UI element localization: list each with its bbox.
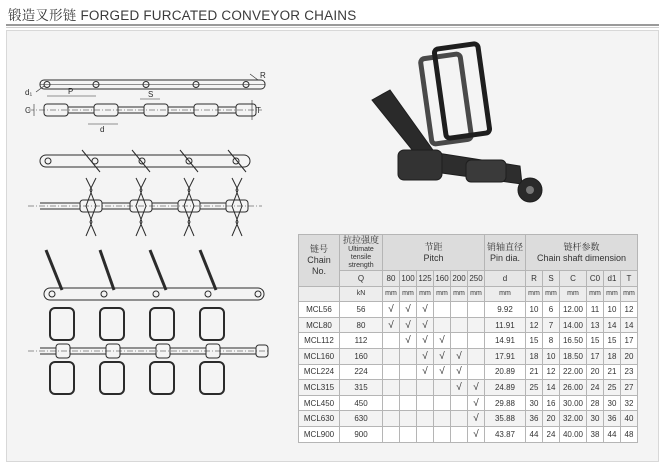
- cell-shaft-dim: 24: [587, 380, 604, 396]
- cell-shaft-dim: 26.00: [560, 380, 587, 396]
- check-icon: √: [451, 348, 468, 364]
- cell-shaft-dim: 30.00: [560, 395, 587, 411]
- page-title: 锻造叉形链 FORGED FURCATED CONVEYOR CHAINS: [8, 8, 357, 23]
- table-row: [299, 333, 638, 349]
- cell-shaft-dim: 23: [621, 364, 638, 380]
- cell-pitch-empty: [400, 411, 417, 427]
- unit-shaft: mm: [621, 286, 638, 302]
- cell-shaft-dim: 30: [604, 395, 621, 411]
- specification-table: [298, 234, 638, 443]
- cell-shaft-dim: 14: [604, 317, 621, 333]
- check-icon: √: [468, 411, 485, 427]
- cell-pitch-empty: [417, 426, 434, 442]
- unit-shaft: mm: [560, 286, 587, 302]
- check-icon: √: [383, 317, 400, 333]
- cell-shaft-dim: 10: [604, 302, 621, 318]
- cell-pin-dia: 11.91: [485, 317, 526, 333]
- cell-pin-dia: 43.87: [485, 426, 526, 442]
- label-d1: d₁: [25, 88, 33, 97]
- cell-shaft-dim: 25: [526, 380, 543, 396]
- label-c: C: [25, 106, 31, 115]
- header-strength: 抗拉强度 Ultimate tensile strength: [340, 235, 383, 271]
- check-icon: √: [417, 302, 434, 318]
- cell-shaft-dim: 36: [526, 411, 543, 427]
- cell-shaft-dim: 30: [587, 411, 604, 427]
- cell-shaft-dim: 18: [604, 348, 621, 364]
- cell-shaft-dim: 24: [543, 426, 560, 442]
- check-icon: √: [400, 333, 417, 349]
- cell-pitch-empty: [451, 302, 468, 318]
- check-icon: √: [468, 380, 485, 396]
- furcated-chain-drawing-b: [28, 250, 268, 394]
- cell-chain-no: MCL224: [299, 364, 340, 380]
- cell-shaft-dim: 36: [604, 411, 621, 427]
- cell-pitch-empty: [451, 411, 468, 427]
- header-shaft-col: S: [543, 271, 560, 287]
- label-r: R: [260, 71, 266, 80]
- cell-shaft-dim: 12: [543, 364, 560, 380]
- table-row: [299, 395, 638, 411]
- unit-cell: [299, 286, 340, 302]
- cell-shaft-dim: 10: [543, 348, 560, 364]
- cell-pitch-empty: [383, 395, 400, 411]
- unit-pitch: mm: [468, 286, 485, 302]
- cell-shaft-dim: 7: [543, 317, 560, 333]
- cell-pitch-empty: [434, 411, 451, 427]
- check-icon: √: [400, 302, 417, 318]
- cell-chain-no: MCL900: [299, 426, 340, 442]
- cell-pitch-empty: [468, 333, 485, 349]
- label-s: S: [148, 90, 154, 99]
- furcated-chain-drawing-a: [28, 150, 262, 236]
- cell-chain-no: MCL112: [299, 333, 340, 349]
- header-pitch-value: 125: [417, 271, 434, 287]
- cell-shaft-dim: 15: [526, 333, 543, 349]
- cell-shaft-dim: 12: [621, 302, 638, 318]
- cell-shaft-dim: 10: [526, 302, 543, 318]
- cell-shaft-dim: 12: [526, 317, 543, 333]
- cell-pin-dia: 35.88: [485, 411, 526, 427]
- cell-pitch-empty: [417, 395, 434, 411]
- cell-pitch-empty: [383, 426, 400, 442]
- unit-pitch: mm: [400, 286, 417, 302]
- cell-strength: 630: [340, 411, 383, 427]
- cell-shaft-dim: 20: [621, 348, 638, 364]
- cell-shaft-dim: 32.00: [560, 411, 587, 427]
- cell-pitch-empty: [451, 333, 468, 349]
- cell-shaft-dim: 14: [543, 380, 560, 396]
- check-icon: √: [451, 364, 468, 380]
- cell-shaft-dim: 40: [621, 411, 638, 427]
- check-icon: √: [417, 348, 434, 364]
- unit-pitch: mm: [451, 286, 468, 302]
- header-pitch-value: 80: [383, 271, 400, 287]
- header-shaft-col: C0: [587, 271, 604, 287]
- cell-pitch-empty: [434, 426, 451, 442]
- check-icon: √: [383, 302, 400, 318]
- cell-chain-no: MCL160: [299, 348, 340, 364]
- cell-chain-no: MCL450: [299, 395, 340, 411]
- cell-strength: 160: [340, 348, 383, 364]
- cell-shaft-dim: 11: [587, 302, 604, 318]
- table-row: [299, 317, 638, 333]
- cell-pitch-empty: [383, 380, 400, 396]
- unit-strength: kN: [340, 286, 383, 302]
- header-pin: 销轴直径 Pin dia.: [485, 235, 526, 271]
- cell-strength: 56: [340, 302, 383, 318]
- unit-pitch: mm: [383, 286, 400, 302]
- cell-shaft-dim: 14.00: [560, 317, 587, 333]
- cell-pitch-empty: [383, 411, 400, 427]
- header-pitch-value: 160: [434, 271, 451, 287]
- forged-chain-photo: [372, 43, 542, 202]
- header-shaft-col: C: [560, 271, 587, 287]
- cell-shaft-dim: 21: [604, 364, 621, 380]
- cell-shaft-dim: 21: [526, 364, 543, 380]
- table-row: [299, 364, 638, 380]
- cell-shaft-dim: 12.00: [560, 302, 587, 318]
- cell-strength: 80: [340, 317, 383, 333]
- label-d: d: [100, 125, 105, 134]
- cell-shaft-dim: 48: [621, 426, 638, 442]
- check-icon: √: [417, 317, 434, 333]
- unit-shaft: mm: [587, 286, 604, 302]
- cell-shaft-dim: 8: [543, 333, 560, 349]
- cell-pitch-empty: [468, 317, 485, 333]
- cell-strength: 900: [340, 426, 383, 442]
- cell-shaft-dim: 15: [604, 333, 621, 349]
- cell-pitch-empty: [383, 333, 400, 349]
- cell-shaft-dim: 32: [621, 395, 638, 411]
- cell-pitch-empty: [451, 317, 468, 333]
- header-shaft-col: d1: [604, 271, 621, 287]
- cell-shaft-dim: 17: [621, 333, 638, 349]
- cell-pitch-empty: [434, 302, 451, 318]
- unit-shaft: mm: [543, 286, 560, 302]
- cell-pin-dia: 20.89: [485, 364, 526, 380]
- cell-pin-dia: 14.91: [485, 333, 526, 349]
- cell-chain-no: MCL56: [299, 302, 340, 318]
- cell-shaft-dim: 44: [604, 426, 621, 442]
- cell-chain-no: MCL630: [299, 411, 340, 427]
- cell-shaft-dim: 13: [587, 317, 604, 333]
- unit-shaft: mm: [526, 286, 543, 302]
- cell-shaft-dim: 20: [543, 411, 560, 427]
- cell-shaft-dim: 16: [543, 395, 560, 411]
- cell-pitch-empty: [383, 348, 400, 364]
- unit-pitch: mm: [434, 286, 451, 302]
- cell-shaft-dim: 15: [587, 333, 604, 349]
- check-icon: √: [434, 348, 451, 364]
- cell-pitch-empty: [400, 348, 417, 364]
- table-row: [299, 411, 638, 427]
- unit-shaft: mm: [604, 286, 621, 302]
- cell-shaft-dim: 30: [526, 395, 543, 411]
- cell-shaft-dim: 28: [587, 395, 604, 411]
- cell-shaft-dim: 20: [587, 364, 604, 380]
- check-icon: √: [451, 380, 468, 396]
- table-row: [299, 348, 638, 364]
- cell-pitch-empty: [451, 426, 468, 442]
- header-chain-no: 链号 Chain No.: [299, 235, 340, 287]
- header-shaft: 链杆参数 Chain shaft dimension: [526, 235, 638, 271]
- table-row: [299, 426, 638, 442]
- label-p: P: [68, 87, 74, 96]
- cell-pin-dia: 29.88: [485, 395, 526, 411]
- cell-strength: 224: [340, 364, 383, 380]
- cell-shaft-dim: 44: [526, 426, 543, 442]
- table-row: [299, 380, 638, 396]
- cell-pitch-empty: [417, 380, 434, 396]
- cell-pitch-empty: [400, 380, 417, 396]
- check-icon: √: [468, 395, 485, 411]
- table-row: [299, 302, 638, 318]
- cell-shaft-dim: 25: [604, 380, 621, 396]
- cell-pin-dia: 17.91: [485, 348, 526, 364]
- header-pin-symbol: d: [485, 271, 526, 287]
- cell-shaft-dim: 16.50: [560, 333, 587, 349]
- cell-shaft-dim: 18: [526, 348, 543, 364]
- unit-pitch: mm: [417, 286, 434, 302]
- cell-shaft-dim: 6: [543, 302, 560, 318]
- cell-pitch-empty: [468, 302, 485, 318]
- label-t: T: [256, 106, 261, 115]
- cell-chain-no: MCL80: [299, 317, 340, 333]
- header-pitch-value: 100: [400, 271, 417, 287]
- cell-shaft-dim: 22.00: [560, 364, 587, 380]
- cell-pin-dia: 24.89: [485, 380, 526, 396]
- check-icon: √: [434, 333, 451, 349]
- check-icon: √: [434, 364, 451, 380]
- cell-pitch-empty: [400, 426, 417, 442]
- cell-shaft-dim: 17: [587, 348, 604, 364]
- cell-pitch-empty: [434, 395, 451, 411]
- cell-pitch-empty: [451, 395, 468, 411]
- cell-strength: 450: [340, 395, 383, 411]
- cell-shaft-dim: 14: [621, 317, 638, 333]
- cell-chain-no: MCL315: [299, 380, 340, 396]
- cell-pitch-empty: [417, 411, 434, 427]
- cell-shaft-dim: 18.50: [560, 348, 587, 364]
- unit-pin: mm: [485, 286, 526, 302]
- cell-pitch-empty: [434, 317, 451, 333]
- header-pitch: 节距 Pitch: [383, 235, 485, 271]
- header-strength-symbol: Q: [340, 271, 383, 287]
- cell-pitch-empty: [468, 348, 485, 364]
- header-pitch-value: 250: [468, 271, 485, 287]
- dimension-drawing: [28, 74, 265, 124]
- cell-pin-dia: 9.92: [485, 302, 526, 318]
- cell-pitch-empty: [400, 364, 417, 380]
- cell-pitch-empty: [383, 364, 400, 380]
- check-icon: √: [400, 317, 417, 333]
- cell-pitch-empty: [434, 380, 451, 396]
- header-shaft-col: R: [526, 271, 543, 287]
- cell-strength: 315: [340, 380, 383, 396]
- cell-shaft-dim: 27: [621, 380, 638, 396]
- check-icon: √: [417, 364, 434, 380]
- check-icon: √: [417, 333, 434, 349]
- cell-strength: 112: [340, 333, 383, 349]
- header-shaft-col: T: [621, 271, 638, 287]
- cell-shaft-dim: 40.00: [560, 426, 587, 442]
- header-pitch-value: 200: [451, 271, 468, 287]
- cell-pitch-empty: [400, 395, 417, 411]
- cell-pitch-empty: [468, 364, 485, 380]
- cell-shaft-dim: 38: [587, 426, 604, 442]
- check-icon: √: [468, 426, 485, 442]
